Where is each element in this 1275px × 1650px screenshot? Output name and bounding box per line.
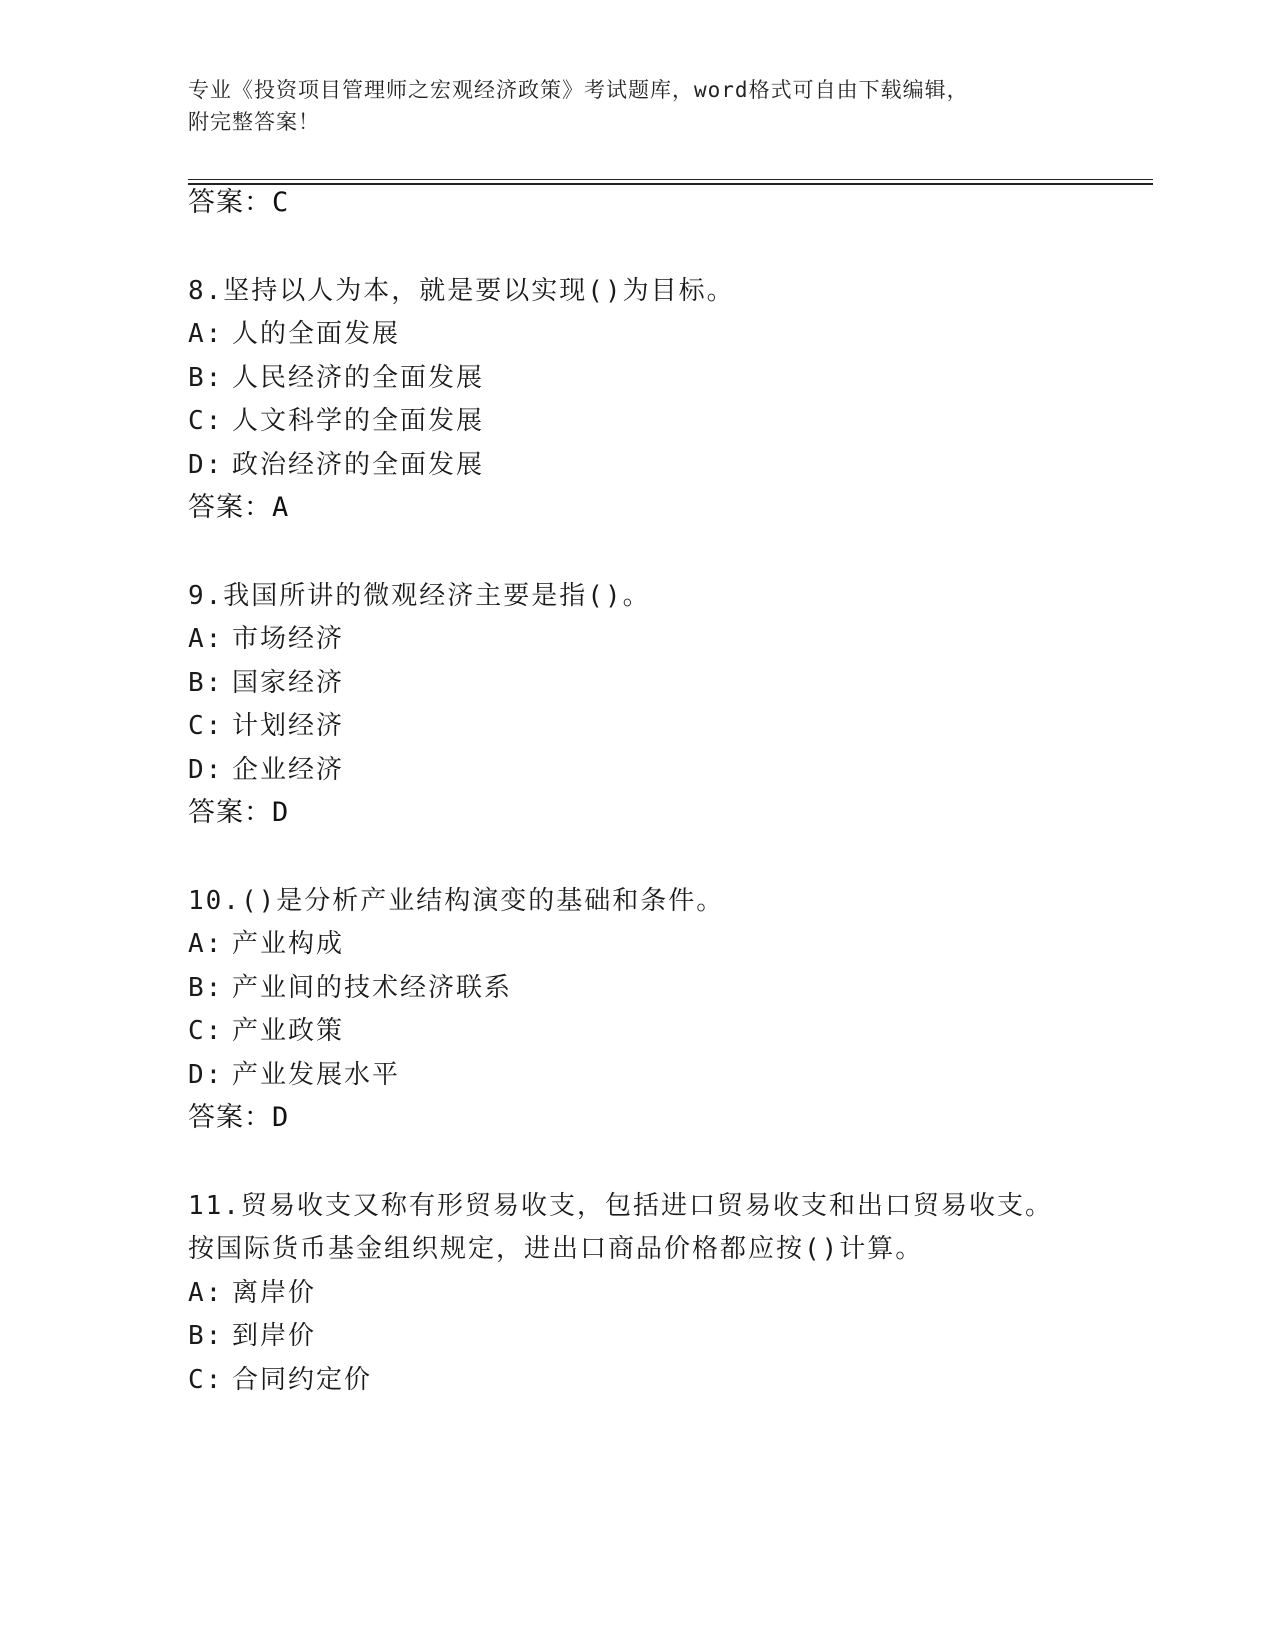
header-divider-thick <box>188 183 1153 185</box>
option-text: 人文科学的全面发展 <box>232 406 485 436</box>
document-header <box>188 74 1088 138</box>
option-b <box>188 971 512 1005</box>
option-letter: A: <box>188 319 224 349</box>
answer-line <box>188 491 289 525</box>
answer-label: 答案： <box>188 187 272 218</box>
question-stem-line-2: 按国际货币基金组织规定，进出口商品价格都应按()计算。 <box>188 1234 924 1264</box>
option-letter: B: <box>188 973 224 1003</box>
answer-label: 答案： <box>188 797 272 828</box>
option-letter: C: <box>188 711 224 741</box>
answer-value: D <box>272 797 290 828</box>
question-stem: 9.我国所讲的微观经济主要是指()。 <box>188 581 651 611</box>
option-text: 人民经济的全面发展 <box>232 363 485 393</box>
option-b <box>188 361 484 395</box>
option-letter: A: <box>188 1278 224 1308</box>
header-line-1: 专业《投资项目管理师之宏观经济政策》考试题库，word格式可自由下载编辑， <box>188 78 969 102</box>
answer-value: A <box>272 492 290 523</box>
answer-line <box>188 796 289 830</box>
option-text: 企业经济 <box>232 755 345 785</box>
option-letter: C: <box>188 406 224 436</box>
option-letter: A: <box>188 624 224 654</box>
question-stem: 10.()是分析产业结构演变的基础和条件。 <box>188 886 725 916</box>
header-divider-thin <box>188 179 1153 180</box>
option-letter: C: <box>188 1365 224 1395</box>
option-letter: D: <box>188 1060 224 1090</box>
option-c <box>188 404 484 438</box>
option-d <box>188 1058 400 1092</box>
question-stem: 8.坚持以人为本，就是要以实现()为目标。 <box>188 276 735 306</box>
option-a <box>188 927 344 961</box>
option-text: 计划经济 <box>232 711 345 741</box>
option-a <box>188 622 344 656</box>
answer-value: D <box>272 1102 290 1133</box>
answer-value: C <box>272 187 290 218</box>
option-d <box>188 753 344 787</box>
option-letter: B: <box>188 1321 224 1351</box>
option-letter: B: <box>188 668 224 698</box>
option-c <box>188 709 344 743</box>
option-b <box>188 1319 316 1353</box>
option-text: 市场经济 <box>232 624 345 654</box>
option-text: 国家经济 <box>232 668 345 698</box>
option-letter: C: <box>188 1016 224 1046</box>
option-text: 离岸价 <box>232 1278 317 1308</box>
option-a <box>188 1276 316 1310</box>
answer-line <box>188 186 289 220</box>
option-text: 产业政策 <box>232 1016 345 1046</box>
question-stem-line-1: 11.贸易收支又称有形贸易收支，包括进口贸易收支和出口贸易收支。 <box>188 1191 1053 1221</box>
option-letter: D: <box>188 755 224 785</box>
option-c <box>188 1363 372 1397</box>
option-text: 合同约定价 <box>232 1365 373 1395</box>
option-letter: A: <box>188 929 224 959</box>
option-a <box>188 317 400 351</box>
option-letter: D: <box>188 450 224 480</box>
answer-label: 答案： <box>188 492 272 523</box>
option-text: 人的全面发展 <box>232 319 401 349</box>
answer-line <box>188 1101 289 1135</box>
option-b <box>188 666 344 700</box>
answer-label: 答案： <box>188 1102 272 1133</box>
option-letter: B: <box>188 363 224 393</box>
option-text: 产业发展水平 <box>232 1060 401 1090</box>
option-text: 产业构成 <box>232 929 345 959</box>
option-c <box>188 1014 344 1048</box>
option-text: 到岸价 <box>232 1321 317 1351</box>
option-d <box>188 448 484 482</box>
option-text: 政治经济的全面发展 <box>232 450 485 480</box>
option-text: 产业间的技术经济联系 <box>232 973 513 1003</box>
header-line-2: 附完整答案！ <box>188 110 320 134</box>
